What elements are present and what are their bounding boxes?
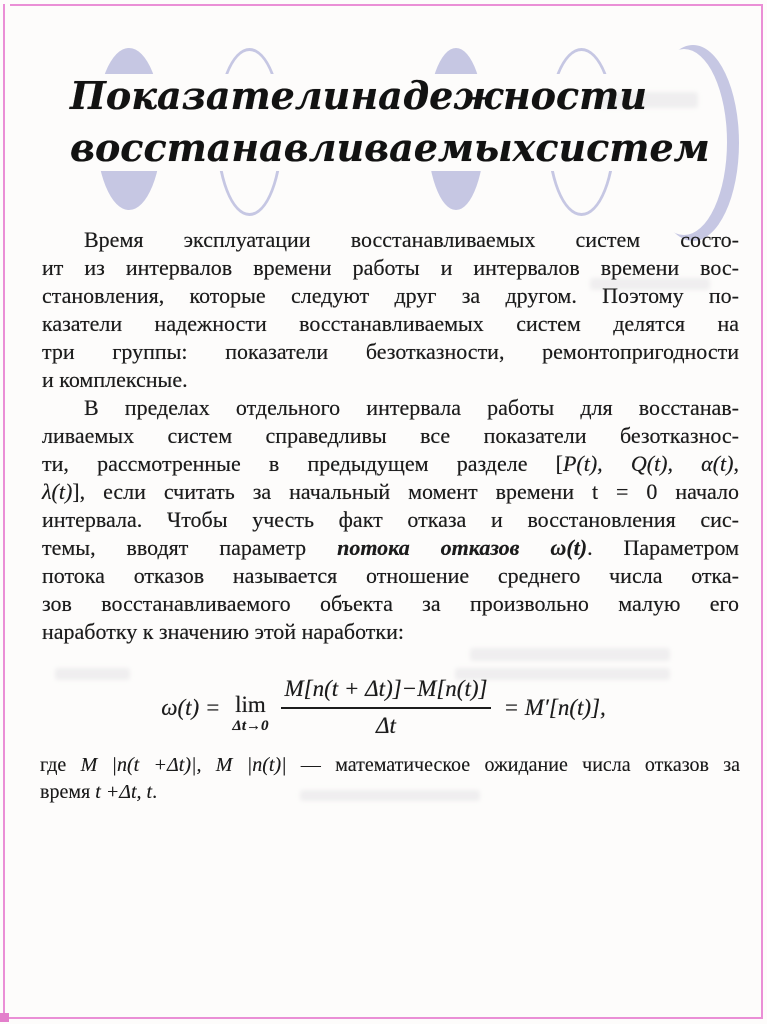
title-word: восстанавливаемых [70, 125, 536, 170]
text-segment [520, 535, 551, 560]
formula-rhs: = M′[n(t)], [503, 695, 606, 720]
text-segment: становления, которые следуют друг за другом. Поэтому по- [42, 283, 739, 308]
text-segment: t +Δt, t [95, 781, 153, 803]
text-segment: потока отказов называется отношение среднего числа отка- [42, 563, 739, 588]
paragraph-2 [42, 394, 739, 646]
text-line [42, 226, 739, 254]
text-line [42, 310, 739, 338]
text-segment: ти, рассмотренные в предыдущем разделе [ [42, 451, 563, 476]
text-segment: . Параметром [587, 535, 739, 560]
text-segment: и комплексные. [42, 367, 188, 392]
formula-numerator: M[n(t + Δt)]−M[n(t)] [281, 675, 492, 709]
text-line [42, 422, 739, 450]
formula-denominator: Δt [376, 713, 396, 738]
text-segment: ит из интервалов времени работы и интервалов времени вос- [42, 255, 739, 280]
scan-border-top [10, 4, 761, 6]
formula-lim-subscript: Δt→0 [232, 717, 269, 734]
formula-lim-word: lim [235, 691, 266, 717]
text-segment: ], если считать за начальный момент времени t = 0 начало [72, 479, 739, 504]
text-segment: Время эксплуатации восстанавливаемых систем состо- [84, 227, 739, 252]
text-line [42, 338, 739, 366]
text-segment: ливаемых систем справедливы все показатели безотказнос- [42, 423, 739, 448]
page-title [70, 70, 710, 174]
scan-corner-mark [0, 1013, 9, 1022]
text-line [42, 506, 739, 534]
text-line [42, 450, 739, 478]
text-segment: — математическое ожидание числа отказов за [286, 754, 741, 776]
formula-fraction [281, 675, 492, 741]
text-line [42, 478, 739, 506]
text-segment: три группы: показатели безотказности, ремонтопригодности [42, 339, 739, 364]
text-segment: время [40, 781, 96, 803]
text-segment: , [733, 451, 739, 476]
text-segment: В пределах отдельного интервала работы для восстанав- [84, 395, 739, 420]
title-word: надежности [350, 73, 647, 118]
text-line [42, 618, 739, 646]
formula-footnote [40, 752, 740, 806]
text-line [42, 534, 739, 562]
scan-border-bottom [3, 1017, 763, 1019]
text-line [40, 779, 740, 806]
failure-flow-formula [0, 664, 767, 752]
text-line [42, 590, 739, 618]
scan-border-left [3, 4, 5, 1018]
text-segment: P(t), Q(t), α(t) [562, 451, 734, 476]
text-segment: M |n(t +Δt)|, M |n(t)| [80, 754, 287, 776]
scan-artifact [470, 648, 670, 661]
title-word: систем [535, 125, 710, 170]
title-word: Показатели [70, 73, 351, 118]
text-segment: где [40, 754, 81, 776]
text-line [42, 394, 739, 422]
text-line [42, 282, 739, 310]
text-segment: . [152, 781, 158, 803]
text-line [40, 752, 740, 779]
scan-border-right [761, 4, 763, 1018]
text-segment: темы, вводят параметр [42, 535, 338, 560]
text-segment: потока отказов [337, 535, 520, 560]
text-line [42, 366, 739, 394]
paragraph-1 [42, 226, 739, 394]
text-line [42, 254, 739, 282]
text-segment: λ(t) [42, 479, 73, 504]
text-segment: интервала. Чтобы учесть факт отказа и восстановления сис- [42, 507, 739, 532]
text-line [42, 562, 739, 590]
text-segment: наработку к значению этой наработки: [42, 619, 404, 644]
text-segment: зов восстанавливаемого объекта за произвольно малую его [42, 591, 739, 616]
text-segment: ω(t) [550, 535, 588, 560]
formula-lhs: ω(t) = [161, 695, 221, 720]
text-segment: казатели надежности восстанавливаемых систем делятся на [42, 311, 739, 336]
body-text [42, 226, 739, 646]
formula-limit [232, 693, 268, 734]
page-title-line1 [70, 70, 647, 122]
page-title-line2 [70, 122, 710, 174]
